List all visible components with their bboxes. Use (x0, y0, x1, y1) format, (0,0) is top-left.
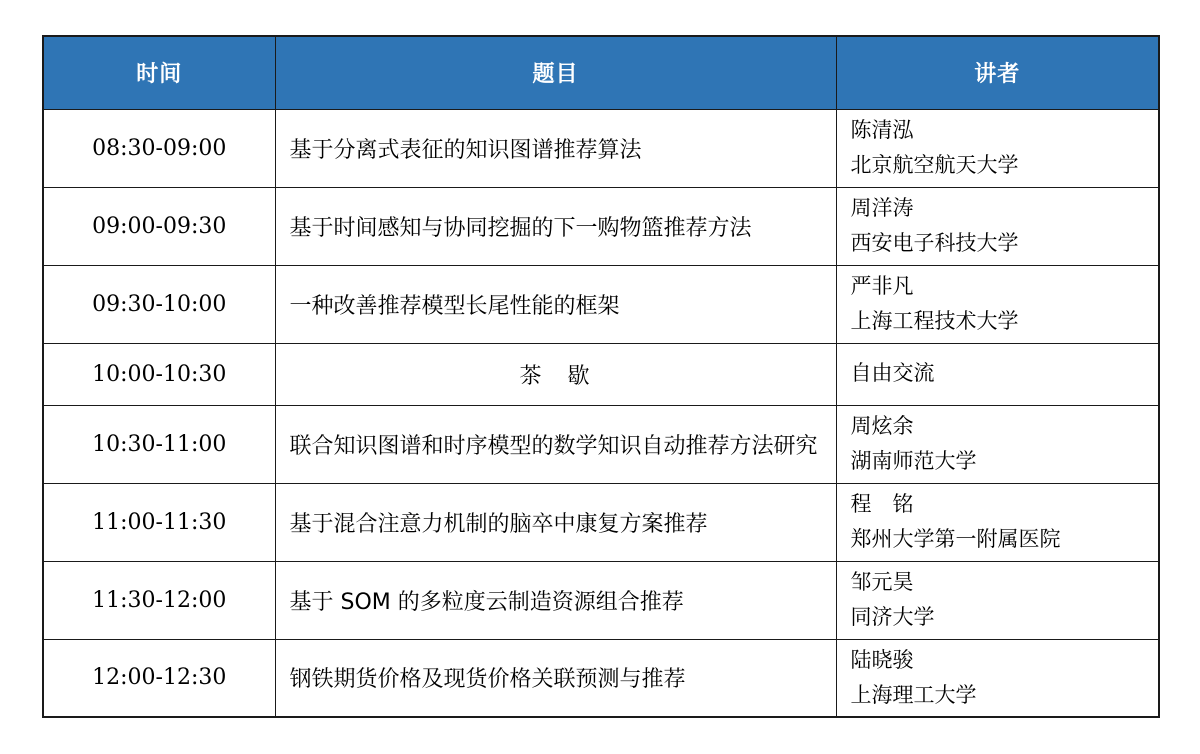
speaker-name: 程 铭 (850, 492, 914, 516)
time-cell: 08:30-09:00 (43, 109, 275, 187)
speaker-name: 自由交流 (850, 361, 935, 386)
speaker-affiliation: 同济大学 (850, 605, 935, 629)
title-cell: 基于 SOM 的多粒度云制造资源组合推荐 (275, 561, 836, 639)
time-cell: 09:00-09:30 (43, 187, 275, 265)
speaker-affiliation: 湖南师范大学 (850, 449, 977, 473)
column-header-speaker: 讲者 (836, 36, 1159, 109)
speaker-cell (836, 109, 1159, 187)
speaker-affiliation: 上海工程技术大学 (850, 309, 1019, 333)
time-cell: 11:00-11:30 (43, 483, 275, 561)
speaker-name: 周洋涛 (850, 196, 914, 220)
speaker-cell (836, 265, 1159, 343)
speaker-affiliation: 北京航空航天大学 (850, 153, 1019, 177)
table-body (43, 109, 1159, 717)
speaker-name: 周炫余 (850, 414, 914, 438)
title-cell: 联合知识图谱和时序模型的数学知识自动推荐方法研究 (275, 405, 836, 483)
table-row (43, 265, 1159, 343)
time-cell: 09:30-10:00 (43, 265, 275, 343)
speaker-cell (836, 483, 1159, 561)
time-cell: 10:00-10:30 (43, 343, 275, 405)
time-cell: 11:30-12:00 (43, 561, 275, 639)
speaker-affiliation: 郑州大学第一附属医院 (850, 527, 1061, 551)
title-cell: 钢铁期货价格及现货价格关联预测与推荐 (275, 639, 836, 717)
table-row (43, 639, 1159, 717)
title-cell: 基于分离式表征的知识图谱推荐算法 (275, 109, 836, 187)
title-cell: 茶 歇 (275, 343, 836, 405)
speaker-cell (836, 561, 1159, 639)
table-row (43, 483, 1159, 561)
table-row (43, 109, 1159, 187)
speaker-name: 陆晓骏 (850, 647, 914, 672)
time-cell: 10:30-11:00 (43, 405, 275, 483)
table-row (43, 187, 1159, 265)
title-cell: 基于混合注意力机制的脑卒中康复方案推荐 (275, 483, 836, 561)
speaker-name: 陈清泓 (850, 118, 914, 142)
table-row (43, 405, 1159, 483)
column-header-title: 题目 (275, 36, 836, 109)
speaker-name: 严非凡 (850, 274, 914, 298)
speaker-name: 邹元昊 (850, 570, 914, 594)
speaker-affiliation: 上海理工大学 (850, 682, 977, 707)
speaker-cell (836, 187, 1159, 265)
speaker-cell (836, 343, 1159, 405)
speaker-cell (836, 639, 1159, 717)
time-cell: 12:00-12:30 (43, 639, 275, 717)
title-cell: 一种改善推荐模型长尾性能的框架 (275, 265, 836, 343)
speaker-affiliation: 西安电子科技大学 (850, 231, 1019, 255)
title-cell: 基于时间感知与协同挖掘的下一购物篮推荐方法 (275, 187, 836, 265)
column-header-time: 时间 (43, 36, 275, 109)
table-header-row (43, 36, 1159, 109)
table-row (43, 561, 1159, 639)
table-row (43, 343, 1159, 405)
schedule-table (42, 35, 1160, 718)
speaker-cell (836, 405, 1159, 483)
